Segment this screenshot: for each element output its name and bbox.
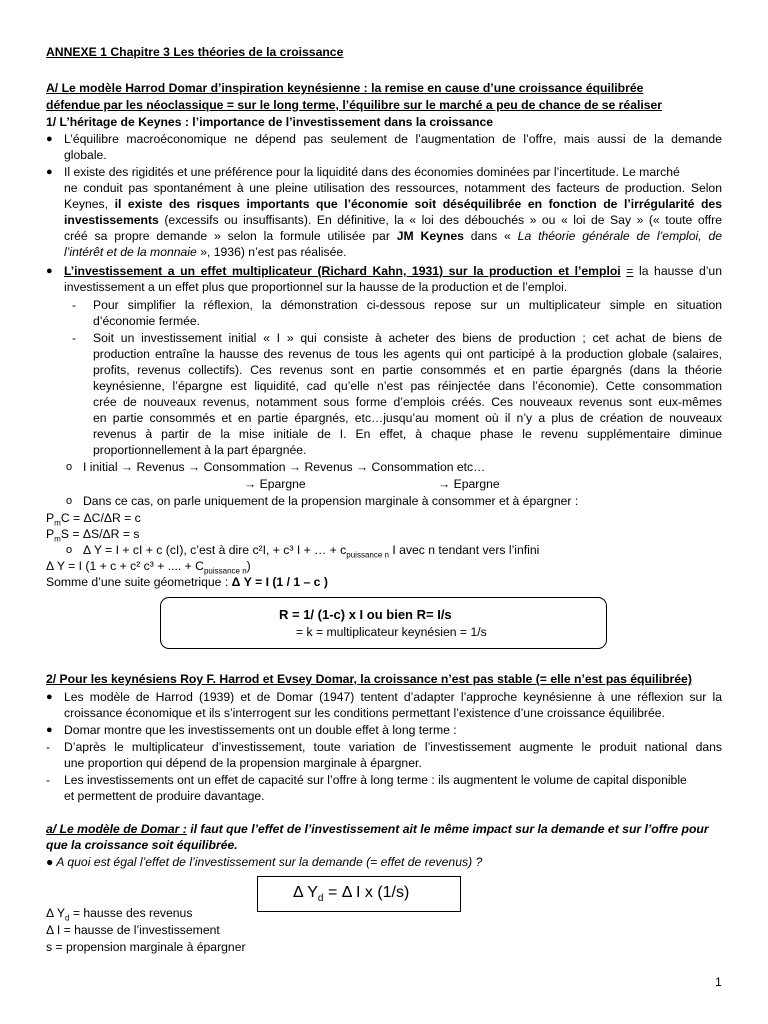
epargne-1: → Epargne [244,477,306,491]
bullet-3-line-2: investissement a un effet plus que proportionnel sur la hausse de la production et de l’emploi. [64,280,568,294]
bullet-2-line-2: ne conduit pas spontanément à une pleine utilisation des ressources, notamment des facteurs de production. Selon [64,181,722,195]
dash-2-line-2: production entraîne la hausse des revenus de tous les agents qui ont participé à la production globale (salaires, [93,347,722,361]
harrod-domar-line-1: Les modèle de Harrod (1939) et de Domar (1947) tentent d’adapter l’approche keynésienne à une réflexion sur la [64,690,722,704]
bullet-1-line-1: L’équilibre macroéconomique ne dépend pas seulement de l’augmentation de l’offre, mais aussi de la demande [64,132,722,146]
section-a-title-2: défendue par les néoclassique = sur le long terme, l’équilibre sur le marché a peu de chance de se réaliser [46,98,663,112]
bullet-2-line-4: investissements (excessifs ou insuffisants). En définitive, la « loi des débouchés » ou « loi de Say » (« toute offre [64,213,723,227]
definition-delta-i: Δ I = hausse de l’investissement [46,923,220,937]
dash-marker: - [46,740,51,754]
definition-delta-yd: Δ $Y_d$ = hausse des revenus [46,906,193,923]
section-a-title-1: A/ Le modèle Harrod Domar d’inspiration keynésienne : la remise en cause d’une croissance équilibrée [46,81,644,95]
dash-2-line-4: keynésienne, l’épargne est liquidité, cad qu’elle n’est pas réinjectée dans l’économie). Cette consommation [93,379,722,393]
bullet-icon: ● [46,133,53,145]
bullet-2-line-6: l’intérêt et de la monnaie », 1936) n’est pas réalisée. [64,245,347,259]
circle-bullet-icon: o [66,544,73,556]
bullet-icon: ● [46,691,53,703]
epargne-2: → Epargne [438,477,500,491]
dash-2-line-1: Soit un investissement initial « I » qui consiste à acheter des biens de production ; cet achat de biens de [93,331,722,345]
domar-model-title: a/ Le modèle de Domar : il faut que l’effet de l’investissement ait le même impact sur la demande et sur l’offre pour [46,822,709,836]
capacity-effect-line-1: Les investissements ont un effet de capacité sur l’offre à long terme : ils augmentent le volume de capital disponible [64,773,687,787]
subsection-1-title: 1/ L’héritage de Keynes : l’importance de l’investissement dans la croissance [46,115,494,129]
propensity-intro: Dans ce cas, on parle uniquement de la propension marginale à consommer et à épargner : [83,494,579,508]
circle-bullet-icon: o [66,495,73,507]
bullet-icon: ● [46,724,53,736]
domar-double-effect: Domar montre que les investissements ont un double effet à long terme : [64,723,457,737]
dash-2-line-5: crée de nouveaux revenus, notamment sous forme d’emplois créés. Ces nouveaux revenus sont eux-mêmes [93,395,722,409]
chain-line: I initial → Revenus → Consommation → Revenus → Consommation etc… [83,460,486,474]
dash-marker: - [72,298,77,312]
dash-1-line-2: d’économie fermée. [93,314,201,328]
dash-2-line-6: en partie consommés et en partie épargnés, etc…jusqu’au moment où il n’y a plus de création de nouveaux [93,411,722,425]
multiplier-effect-line-2: une proportion qui dépend de la propension marginale à épargner. [64,756,422,770]
dash-2-line-7: revenus à partir de la mise initiale de I. En effet, à chaque phase le revenu supplémentaire diminue [93,427,722,441]
dash-2-line-8: proportionnellement à la part épargnée. [93,443,307,457]
bullet-2-line-3: Keynes, il existe des risques importants que l’économie soit déséquilibrée en fonction de l’irrégularité des [64,197,722,211]
delta-y-formula: Δ Y = I (1 + c + c² c³ + .... + $C_{puissance n}$) [46,559,251,576]
bullet-3-line-1: L’investissement a un effet multiplicateur (Richard Kahn, 1931) sur la production et l’emploi = la hausse d’un [64,264,722,278]
demand-effect-formula: Δ $Y_d = \Delta$ I x (1/s) [293,884,410,905]
dash-marker: - [72,331,77,345]
circle-bullet-icon: o [66,461,73,473]
demand-effect-question: ● A quoi est égal l’effet de l’investissement sur la demande (= effet de revenus) ? [46,855,483,869]
bullet-1-line-2: globale. [64,148,107,162]
harrod-domar-line-2: croissance économique et ils s’interrogent sur les conditions permettant l’existence d’une croissance équilibrée. [64,706,665,720]
bullet-icon: ● [46,265,53,277]
dash-1-line-1: Pour simplifier la réflexion, la démonstration ci-dessous repose sur un multiplicateur simple en situation [93,298,722,312]
bullet-icon: ● [46,166,53,178]
series-formula: Δ Y = I + cI + c (cI), c’est à dire c²I, + c³ I + … + $c_{puissance n}$ I avec n tendant vers l’infini [83,543,540,560]
bullet-2-line-5: créé sa propre demande » selon la formule utilisée par JM Keynes dans « La théorie générale de l’emploi, de [64,229,722,243]
geometric-sum: Somme d’une suite géometrique : Δ Y = I (1 / 1 – c ) [46,575,328,589]
multiplier-formula-box [160,597,607,649]
domar-model-title-2: que la croissance soit équilibrée. [46,838,238,852]
pms-formula: $P_mS = \Delta S/\Delta R = s$ [46,527,140,544]
page-number: 1 [715,975,722,989]
pmc-formula: $P_mC = \Delta C/\Delta R = c$ [46,511,141,528]
multiplier-formula: R = 1/ (1-c) x I ou bien R= I/s [279,607,452,622]
dash-2-line-3: profits, revenus collectifs). Ces revenus sont en partie consommés et en partie épargnés (dans la théorie [93,363,722,377]
capacity-effect-line-2: et permettent de produire davantage. [64,789,265,803]
page-heading: ANNEXE 1 Chapitre 3 Les théories de la croissance [46,45,344,59]
dash-marker: - [46,773,51,787]
subsection-2-title: 2/ Pour les keynésiens Roy F. Harrod et Evsey Domar, la croissance n’est pas stable (= elle n’est pas équilibrée) [46,672,692,686]
bullet-2-line-1: Il existe des rigidités et une préférence pour la liquidité dans des économies dominées par l’incertitude. Le marché [64,165,680,179]
multiplier-definition: = k = multiplicateur keynésien = 1/s [296,625,487,639]
multiplier-effect-line-1: D’après le multiplicateur d’investissement, toute variation de l’investissement augmente le produit national dans [64,740,722,754]
definition-s: s = propension marginale à épargner [46,940,246,954]
